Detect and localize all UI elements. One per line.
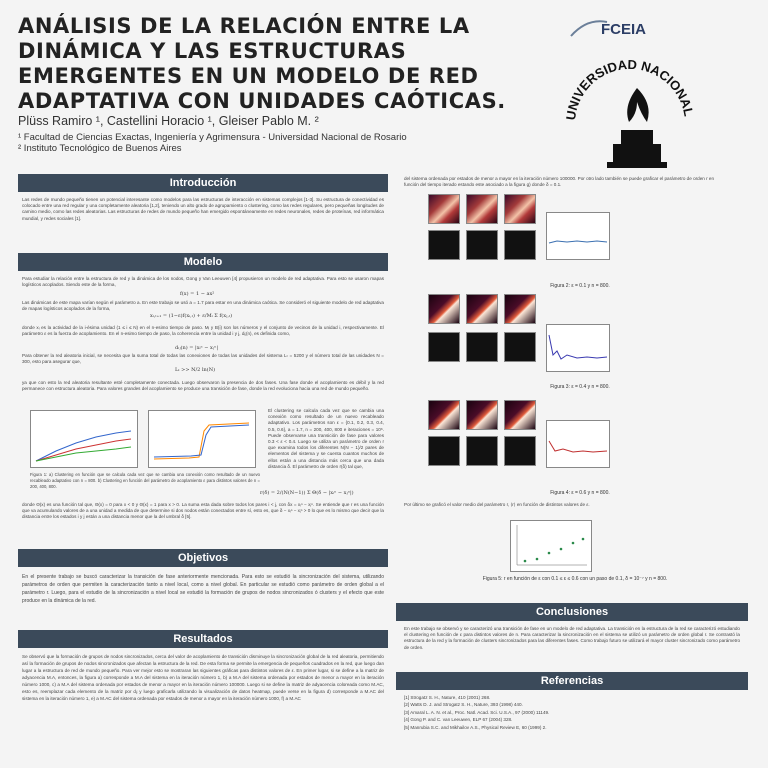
authors: Plüss Ramiro ¹, Castellini Horacio ¹, Gleiser Pablo M. ² — [18, 114, 319, 128]
modelo-text-6: El clustering se calcula cada vez que se cambia una conexión como resultado de un nuevo recableado adaptativo. Los parámetros son ε = {0.1, 0.2, 0.3, 0.4, 0.5, 0.6}, a = 1.7, n = 200, 400, 800 e iteraciones = 10⁶. Puede observarse una transición de fase para valores 0.3 < ε < 0.4. Luego se utiliza un parámetro de orden r que examina todos los diferentes N(N − 1)/2 pares de elementos del sistema y se cuenta cuantos muchos de ellos están a una distancia más cerca que una dada distancia δ. El parámetro de orden r(δ) tal que, — [268, 408, 384, 469]
objetivos-text: En el presente trabajo se buscó caracterizar la transición de fase anteriormente mencionada. Para esto se estudió la sincronización del sistema, utilizando parámetros de orden que permiten la caracterización tanto a nivel local, como a nivel global. En particular se estudió como parámetro de orden global a el parámetro r. Luego, para el estudio de la sincronización a nivel local se estudió la formación de grupos de nodos sincronizados ó clusters y el efecto que este produce en la dinámica de la red. — [22, 574, 384, 604]
equation-3: dᵢⱼ(n) = |xᵢⁿ − xⱼⁿ| — [175, 345, 219, 351]
equation-2: xᵢ,ₜ₊₁ = (1−ε)f(xᵢ,ₜ) + ε/Mᵢ Σ f(xⱼ,ₜ) — [150, 313, 233, 319]
figure-4-caption: Figura 4: ε = 0.6 y n = 800. — [550, 490, 610, 496]
fig3-matrix-f — [504, 332, 536, 362]
modelo-text-3: donde xᵢ es la actividad de la i-ésima unidad (1 ≤ i ≤ N) en el n-esimo tiempo de paso. Mᵢ y B(i) son los números y el conjunto de vecinos de la unidad i, respectivamente. El parámetro ε es la fuerza de acoplamiento. En el n-esimo tiempo de paso, la coherencia entre la unidad i y j, dᵢⱼ(n), es definida como, — [22, 325, 384, 337]
fig2-heatmap-b — [466, 194, 498, 224]
reference-item: [4] Gong P. and C. van Leeuwen, ELP 67 (2004) 328. — [404, 717, 513, 723]
section-modelo: Modelo — [18, 253, 388, 271]
figure-3-caption: Figura 3: ε = 0.4 y n = 800. — [550, 384, 610, 390]
fig4-matrix-d — [428, 436, 460, 466]
modelo-text-5: ya que con esto la red aleatoria resultante esté completamente conectada. Luego observaron la presencia de dos fases. Una fase donde el acoplamiento es débil y la red permanece con estructura aleatoria. Para valores grandes del acoplamiento se produce una transición de fase, donde la red evoluciona hacia una red de mundo pequeño. — [22, 380, 384, 392]
fig2-matrix-d — [428, 230, 460, 260]
section-objetivos: Objetivos — [18, 549, 388, 567]
figure-1a-plot — [30, 410, 138, 468]
fig2-order-param-plot — [546, 212, 610, 260]
fceia-logo — [567, 14, 687, 42]
affiliation-2: ² Instituto Tecnológico de Buenos Aires — [18, 143, 182, 154]
fig3-matrix-d — [428, 332, 460, 362]
right-intro-text: del sistema ordenada por estados de menor a mayor en la iteración número 100000. Por otro lado también se puede graficar el parámetro de orden r en función del tiempo iterado estando este asociado a la figura g) donde δ = 0.1. — [404, 176, 715, 188]
fig3-heatmap-a — [428, 294, 460, 324]
section-resultados: Resultados — [18, 630, 388, 648]
figure-2-panel — [428, 194, 698, 282]
figure-5-plot — [510, 520, 592, 572]
poster-title: ANÁLISIS DE LA RELACIÓN ENTRE LA DINÁMICA Y LAS ESTRUCTURAS EMERGENTES EN UN MODELO DE RED ADAPTATIVA CON UNIDADES CAÓTICAS. — [18, 14, 506, 113]
figure-5-caption: Figura 5: r en función de ε con 0.1 ≤ ε ≤ 0.6 con un paso de 0.1, δ = 10⁻⁷ y n = 800. — [482, 576, 668, 582]
fig2-matrix-f — [504, 230, 536, 260]
figure-1b-plot — [148, 410, 256, 468]
figure-1-caption: Figura 1: a) Clustering en función que se calcula cada vez que se cambia una conexión como resultado de un nuevo recableado adaptativo con n = 800. b) Clustering en función del parámetro de acoplamiento ε para distintos valores de n = 200, 400, 800. — [30, 472, 260, 490]
fig4-order-param-plot — [546, 420, 610, 468]
modelo-text-4: Para obtener la red aleatoria inicial, se necesita que la suma total de todas las conexiones de todas las unidades del sistema Lₜ = 5200 y el número total de las unidades N = 300, esto para asegurar que, — [22, 353, 384, 365]
modelo-text-7: donde Θ(x) es una función tal que, Θ(x) = 0 para x < 0 y Θ(x) = 1 para x > 0. La suma esta dada sobre todos los pares i < j, con δx = xᵢⁿ − xⱼⁿ. Se entiende que r es una función que va acumulando valores de a una unidad a medida de que determine si dos nodos están conectados entre sí, esto es, que δ − xᵢⁿ − xⱼⁿ > 0 lo que es lo mismo que decir que la distancia entre los estados i y j están a una distancia menor que la del umbral δ [5]. — [22, 502, 384, 520]
reference-item: [3] Amaral L. A. N. et al., Proc. Natl. Acad. Sci. U.S.A., 97 (2000) 11149. — [404, 709, 550, 715]
fig2-heatmap-a — [428, 194, 460, 224]
fig4-heatmap-b — [466, 400, 498, 430]
section-introduccion: Introducción — [18, 174, 388, 192]
figure-3-panel — [428, 294, 698, 384]
figure-2-caption: Figura 2: ε = 0.1 y n = 800. — [550, 283, 610, 289]
reference-item: [5] Manrubia S.C. and Mikhailov A.S., Physical Review E, 60 (1999) 2. — [404, 724, 547, 730]
section-conclusiones: Conclusiones — [396, 603, 748, 621]
svg-text:UNIVERSIDAD NACIONAL DE ROSARI: UNIVERSIDAD NACIONAL — [563, 56, 697, 122]
equation-4: Lₜ >> N/2 ln(N) — [175, 367, 216, 373]
fig3-heatmap-b — [466, 294, 498, 324]
reference-item: [1] Strogatz S. H., Nature, 410 (2001) 268. — [404, 695, 491, 700]
affiliation-1: ¹ Facultad de Ciencias Exactas, Ingeniería y Agrimensura - Universidad Nacional de Rosario — [18, 132, 407, 143]
equation-5: r(δ) = 2/(N(N−1)) Σ Θ(δ − |xᵢⁿ − xⱼⁿ|) — [260, 490, 354, 496]
references-list — [404, 694, 740, 731]
resultados-text: Se observó que la formación de grupos de nodos sincronizados, cerca del valor de acoplamiento de transición disminuye la sincronización global de la red aleatoria, permitiendo así la formación de grupos de nodos sincronizados que afectan la estructura de la red. De esta forma se permite la emergencia de pequeños cuadrados en la red, que luego dan lugar a la estructura de red de mundo pequeño. Para ver mejor esto se mostraran las siguientes gráficas para distintos valores de ε. En primer lugar, si se define a la matriz de adyacencia M.A, entonces, la figura a) corresponde a M.A del sistema en la iteración número 1, b) a M.A del sistema ordenada por estados de menor a mayor en la iteración número 1000, c) a M.A del sistema ordenada por estados de menor a mayor en la iteración número 100000. Luego si se define la matriz de adyacencia coloreada como M.AC, esto es, reemplazar cada elemento de la matriz por dᵢⱼ y luego graficarla utilizando la visualización de datos heatmap, puede verse en la figura d) corresponde a M.AC del sistema en la iteración número 1, e) a M.AC del sistema ordenada por estados de menor a mayor en la iteración número 1000, f) a M.AC — [22, 654, 384, 701]
modelo-text-2: Las dinámicas de este mapa varían según el parámetro a. En este trabajo se usó a = 1.7 para estar en una dinámica caótica. Se consideró el siguiente modelo de red adaptativa de mapas logísticos acoplados de la forma, — [22, 300, 384, 312]
section-referencias: Referencias — [396, 672, 748, 690]
fig3-heatmap-c — [504, 294, 536, 324]
fig3-order-param-plot — [546, 324, 610, 372]
intro-text: Las redes de mundo pequeño tienen un potencial interesante como modelos para las estructuras de interacción en sistemas complejos [1-3]. Su estructura de conectividad es colocado entre una red regular y una completamente aleatoria [1,2], teniendo un alto grado de agrupamiento o clustering, como las redes regulares, pero pequeñas longitudes de camino medio, como las redes aleatorias. Las estructuras de redes de mundo pequeño han emergido espontáneamente en redes neuronales, redes de proteínas, red informática mundial, y redes sociales [1]. — [22, 197, 384, 221]
fceia-logo-text: FCEIA — [601, 21, 646, 38]
fig4-matrix-e — [466, 436, 498, 466]
fig2-heatmap-c — [504, 194, 536, 224]
right-mid-text: Por último se graficó el valor medio del parámetro r, ⟨r⟩ en función de distintos valores de ε. — [404, 502, 590, 507]
modelo-text-1: Para estudiar la relación entre la estructura de red y la dinámica de los nodos, Gong y Van Leeuwen [4] propusieron un modelo de red adaptativa. Para esto se usaron mapas logísticos acoplados. Siendo este de la forma, — [22, 276, 384, 288]
fig4-matrix-f — [504, 436, 536, 466]
university-seal — [555, 44, 705, 184]
fig4-heatmap-a — [428, 400, 460, 430]
equation-1: f(x) = 1 − ax² — [180, 291, 215, 297]
fig2-matrix-e — [466, 230, 498, 260]
fig4-heatmap-c — [504, 400, 536, 430]
figure-4-panel — [428, 400, 698, 488]
fig3-matrix-e — [466, 332, 498, 362]
conclusiones-text: En este trabajo se observó y se caracterizó una transición de fase en un modelo de red adaptativa. La transición en la estructura de la red se caracterizó estudiando el clustering en función de ε para distintos valores de n. Para caracterizar la sincronización en el sistema se utilizó un parámetro de orden global r. Se contrastó la estructura de la red y la formación de clusters sincronizados para las diferentes fases. Como trabajo futuro se utilizará el mayor cluster sincronizado como parámetro de orden. — [404, 626, 740, 650]
reference-item: [2] Watts D. J. and Strogatz S. H., Nature, 393 (1998) 440. — [404, 702, 523, 708]
